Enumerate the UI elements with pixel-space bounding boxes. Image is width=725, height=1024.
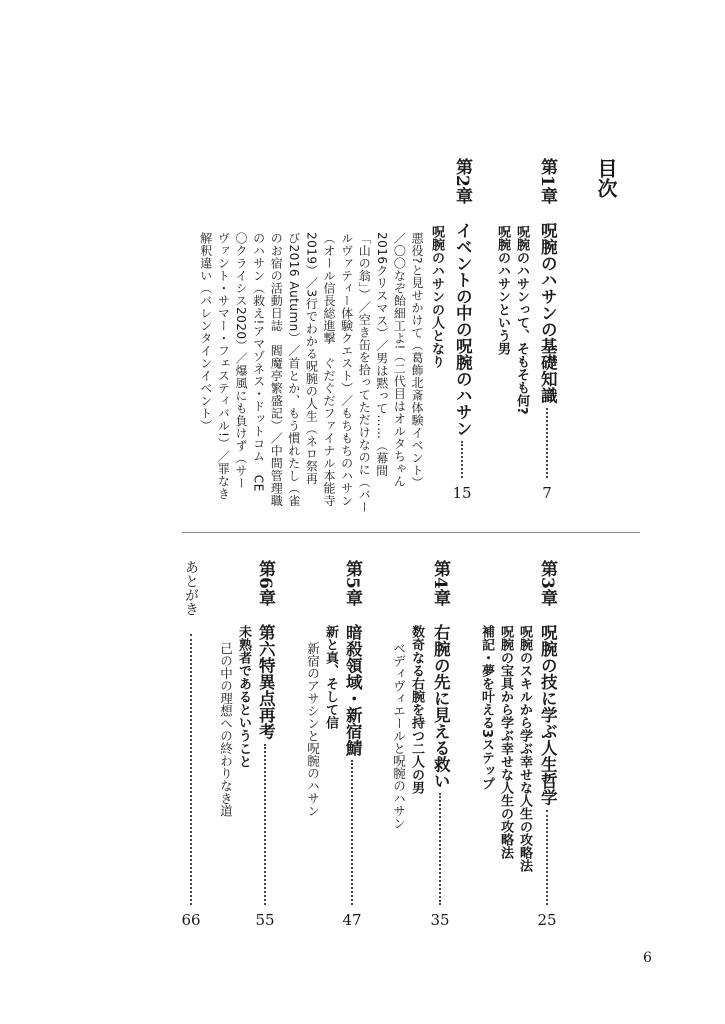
chapter-2-entry[interactable] — [452, 222, 472, 502]
chapter-3-page: 25 — [537, 911, 557, 929]
body-line: 解釈違い（バレンタインイベント） — [198, 232, 213, 432]
chapter-6-page: 55 — [255, 911, 275, 929]
chapter-6-sub-1: 未熟者であるということ — [236, 625, 251, 768]
chapter-1-entry[interactable] — [537, 222, 557, 502]
afterword-page: 66 — [181, 911, 201, 929]
body-line: 〇クライシス2020）／爆風にも負けず（サー — [234, 232, 248, 490]
chapter-4-page: 35 — [430, 911, 450, 929]
leader-dots — [461, 441, 463, 479]
body-line: ヴァント・サマー・フェスティバル!）／罪なき — [216, 232, 231, 500]
chapter-1-page: 7 — [542, 484, 552, 502]
body-line: 悪役?と見せかけて（葛飾北斎体験イベント） — [410, 232, 424, 489]
chapter-5-title: 暗殺領域・新宿鯖 — [343, 624, 363, 756]
chapter-6-sub-2: 己の中の理想への終わりなき道 — [218, 642, 234, 817]
chapter-5-entry[interactable] — [342, 624, 362, 929]
chapter-4-title: 右腕の先に見える救い — [431, 624, 451, 789]
chapter-4-entry[interactable] — [430, 624, 450, 929]
chapter-6-entry[interactable] — [255, 624, 275, 929]
chapter-2-sub-1: 呪腕のハサンの人となり — [429, 225, 444, 368]
toc-title: 目次 — [594, 158, 618, 198]
page-number: 6 — [643, 950, 652, 966]
divider — [182, 532, 640, 533]
chapter-5-sub-1: 新と真、そして信 — [323, 625, 338, 729]
chapter-5-page: 47 — [342, 911, 362, 929]
chapter-3-entry[interactable] — [537, 624, 557, 929]
chapter-4-sub-1: 数奇なる右腕を持つ二人の男 — [409, 625, 424, 794]
body-line: 「山の翁」）／空き缶を拾ってただけなのに（バー — [357, 232, 372, 514]
chapter-1-sub-1: 呪腕のハサンって、そもそも何? — [514, 225, 529, 415]
body-line: ルヴァティー体験クエスト）／もちもちのハサン — [339, 232, 354, 507]
chapter-3-label: 第3章 — [537, 560, 557, 606]
leader-dots — [190, 634, 192, 905]
leader-dots — [351, 760, 353, 905]
chapter-4-label: 第4章 — [430, 560, 450, 606]
body-line: 2016クリスマス）／男は黙って……（幕間 — [374, 232, 389, 478]
chapter-2-title: イベントの中の呪腕のハサン — [453, 222, 473, 437]
chapter-1-label: 第1章 — [537, 158, 557, 204]
chapter-5-label: 第5章 — [342, 560, 362, 606]
chapter-6-title: 第六特異点再考 — [256, 624, 276, 740]
chapter-3-sub-1: 呪腕のスキルから学ぶ幸せな人生の攻略法 — [517, 625, 532, 872]
afterword-title: あとがき — [183, 560, 199, 616]
chapter-2-label: 第2章 — [452, 158, 472, 204]
chapter-6-label: 第6章 — [255, 560, 275, 606]
chapter-5-sub-2: 新宿のアサシンと呪腕のハサン — [305, 642, 321, 817]
body-line: 2019）／3行でわかる呪腕の人生（ネロ祭再 — [304, 232, 319, 486]
leader-dots — [546, 810, 548, 906]
chapter-2-page: 15 — [452, 484, 472, 502]
chapter-3-sub-2: 呪腕の宝具から学ぶ幸せな人生の攻略法 — [498, 625, 513, 859]
chapter-3-title: 呪腕の技に学ぶ人生哲学 — [538, 624, 558, 806]
body-line: （オール信長総進撃 ぐだぐだファイナル本能寺 — [322, 232, 336, 507]
afterword-entry[interactable] — [181, 560, 201, 929]
chapter-1-sub-2: 呪腕のハサンという男 — [495, 225, 510, 355]
body-line: ／〇〇なぞ飴細工よ!（二代目はオルタちゃん — [392, 232, 407, 488]
body-line: のお宿の活動日誌 閻魔亭繁盛記）／中間管理職 — [269, 232, 284, 507]
body-line: のハサン（救え!アマゾネス・ドットコム CE — [251, 232, 266, 492]
leader-dots — [264, 744, 266, 906]
leader-dots — [439, 793, 441, 905]
chapter-3-sub-3: 補記・夢を叶える3ステップ — [479, 625, 494, 791]
chapter-4-sub-2: ベディヴィエールと呪腕のハサン — [391, 642, 407, 830]
chapter-1-title: 呪腕のハサンの基礎知識 — [538, 222, 558, 404]
leader-dots — [546, 408, 548, 479]
body-line: び2016 Autumn）／首とか、もう慣れたし（雀 — [286, 232, 301, 507]
